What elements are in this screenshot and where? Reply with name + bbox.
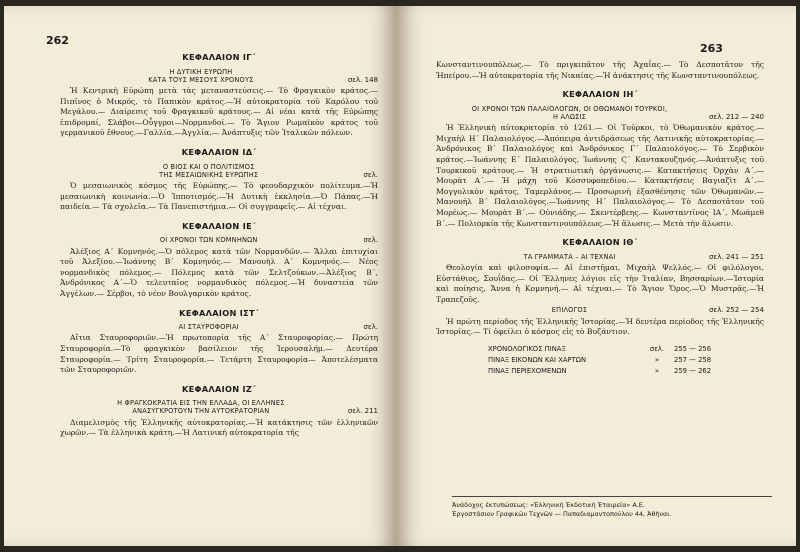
left-page-content — [60, 52, 378, 440]
chapter-subtitle — [60, 163, 378, 179]
chapter-heading: ΚΕΦΑΛΑΙΟΝ ΙΖ΄ — [181, 383, 257, 394]
chapter-title-line: ΑΙ ΣΤΑΥΡΟΦΟΡΙΑΙ — [178, 323, 239, 332]
chapter-heading: ΚΕΦΑΛΑΙΟΝ ΙΗ΄ — [562, 89, 638, 100]
right-page — [396, 6, 796, 546]
page-number: 263 — [700, 42, 723, 55]
chapter-title — [60, 399, 342, 415]
chapter-subtitle — [436, 105, 764, 121]
chapter-title-line: ΤΑ ΓΡΑΜΜΑΤΑ – ΑΙ ΤΕΧΝΑΙ — [523, 252, 616, 261]
chapter-title — [60, 323, 357, 331]
chapter-title-line: ΟΙ ΧΡΟΝΟΙ ΤΩΝ ΚΟΜΝΗΝΩΝ — [159, 236, 258, 245]
chapter-heading: ΚΕΦΑΛΑΙΟΝ ΙΔ΄ — [181, 146, 257, 157]
chapter-summary: Ἀλέξιος Α΄ Κομνηνός.—Ὁ πόλεμος κατὰ τῶν Νορμανδῶν.— Ἄλλαι ἐπιτυχίαι τοῦ Ἀλεξίου.—Ἰωάννης Β΄ Κομνηνός.— Μανουὴλ Α΄ Κομνηνός.— Νέος νορμανδικὸς πόλεμος.— Πόλεμος κατὰ τῶν Σελτζούκων.—Ἀλέξιος Β΄, Ἀνδρόνικος Α΄—Ὁ τελευταῖος νορμανδικὸς πόλεμος.—Ἡ δυναστεία τῶν Ἀγγέλων.— Σέρβοι, τὸ νέον Βουλγαρικὸν κράτος. — [60, 246, 378, 298]
chapter-summary: Ἡ πρώτη περίοδος τῆς Ἑλληνικῆς Ἱστορίας.—Ἡ δευτέρα περίοδος τῆς Ἑλληνικῆς Ἱστορίας.— Τί ὀφείλει ὁ κόσμος εἰς τὸ Βυζάντιον. — [436, 316, 764, 337]
chapter-pages: σελ. 211 — [347, 407, 378, 416]
chapter-summary: Θεολογία καὶ φιλοσοφία.— Αἱ ἐπιστῆμαι, Μιχαὴλ Ψελλός.— Οἱ φιλόλογοι, Εὐστάθιος, Σουΐδας.— Οἱ Ἕλληνες λόγιοι εἰς τὴν Ἰταλίαν, Βησσαρίων.—Ἱστορία καὶ ποίησις, Ἄννα ἡ Κομνηνή.— Αἱ τέχναι.— Τὸ Ἅγιον Ὄρος.—Ὁ Μυστρᾶς.—Ἡ Τραπεζοῦς. — [436, 262, 764, 304]
index-pages: 257 — 258 — [674, 355, 712, 364]
chapter-title — [60, 163, 357, 179]
index-name: ΧΡΟΝΟΛΟΓΙΚΟΣ ΠΙΝΑΞ — [488, 344, 566, 353]
chapter-heading: ΚΕΦΑΛΑΙΟΝ ΙΕ΄ — [182, 220, 256, 231]
index-name: ΠΙΝΑΞ ΕΙΚΟΝΩΝ ΚΑΙ ΧΑΡΤΩΝ — [488, 355, 587, 364]
chapter-title — [60, 236, 357, 244]
chapter-subtitle — [436, 253, 764, 261]
chapter-summary: Ἡ Ἑλληνικὴ αὐτοκρατορία τὸ 1261.— Οἱ Τοῦρκοι, τὸ Ὀθωμανικὸν κράτος.— Μιχαὴλ Η΄ Παλαιολόγος.—Ἀπόπειρα ἀντιδράσεως τῆς Λατινικῆς αὐτοκρατορίας.—Ἀνδρόνικος Β΄ Παλαιολόγος καὶ Ἀνδρόνικος Γ΄ Παλαιολόγος.— Τὸ Σερβικὸν κράτος.—Ἰωάννης Ε΄ Παλαιολόγος, Ἰωάννης Ϛ΄ Καντακουζηνός.—Ἀνάπτυξις τοῦ Τουρκικοῦ κράτους.— Ἡ στρατιωτικὴ ὀργάνωσις.— Κατακτήσεις Ὀρχὰν Α΄.— Μουρὰτ Α΄.— Ἡ μάχη τοῦ Κοσσυφοπεδίου.— Κατακτήσεις Βαγιαζὶτ Α΄.— Μογγολικὸν κράτος, Ταμερλάνος.— Προσωρινὴ ἐξασθένησις τῶν Ὀθωμανῶν.— Μανουὴλ Β΄ Παλαιολόγος.—Ἰωάννης Η΄ Παλαιολόγος.— Τὸ Δεσποτᾶτον τοῦ Μορέως.— Μουρὰτ Β΄.— Οὐνιάδης.— Σκεντέρβεης.— Κωνσταντῖνος ΙΑ΄, Μωάμεθ Β΄.— Πολιορκία τῆς Κωνσταντινουπόλεως.—Ἡ ἅλωσις.— Μετὰ τὴν ἅλωσιν. — [436, 123, 764, 228]
chapter-title-line: ΑΝΑΣΥΓΚΡΟΤΟΥΝ ΤΗΝ ΑΥΤΟΚΡΑΤΟΡΙΑΝ — [132, 407, 270, 416]
index-list-row — [488, 366, 718, 377]
chapter-summary: Ἡ Κεντρικὴ Εὐρώπη μετὰ τὰς μεταναστεύσεις.— Τὸ Φραγκικὸν κράτος.— Πιπῖνος ὁ Μικρός, τὸ Παπικὸν κράτος.—Ἡ αὐτοκρατορία τοῦ Καρόλου τοῦ Μεγάλου.— Διαίρεσις τοῦ Φραγκικοῦ κράτους.— Αἱ νέαι κατὰ τῆς Εὐρώπης ἐπιδρομαί, Σλάβοι—Οὖγγροι—Νορμανδοί.— Τὸ Ἅγιον Ρωμαϊκὸν κράτος τοῦ γερμανικοῦ ἔθνους.—Γαλλία.—Ἀγγλία.— Ἀνάπτυξις τῶν Ἰταλικῶν πόλεων. — [60, 86, 378, 138]
index-pages: 259 — 262 — [674, 366, 712, 375]
index-mark: » — [654, 355, 660, 364]
continued-paragraph: Κωνσταντινουπόλεως.— Τὸ πριγκιπᾶτον τῆς Ἀχαΐας.— Τὸ Δεσποτᾶτον τῆς Ἠπείρου.—Ἡ αὐτοκρατορία τῆς Νικαίας.—Ἡ ἀνάκτησις τῆς Κωνσταντινουπόλεως. — [436, 60, 764, 80]
chapter-subtitle — [60, 68, 378, 84]
index-mark: σελ. — [649, 344, 665, 353]
chapter-pages: σελ. — [363, 170, 378, 179]
footer-line: Ἀνάδοχος ἐκτυπώσεως: «Ἑλληνικὴ Ἐκδοτικὴ Ἑταιρεία» Α.Ε. — [452, 501, 645, 509]
chapter-title-line: ΕΠΙΛΟΓΟΣ — [551, 306, 588, 315]
index-list — [488, 344, 718, 377]
chapter-title — [436, 105, 703, 121]
chapter-subtitle — [60, 236, 378, 244]
chapter-title — [436, 306, 703, 314]
chapter-title-line: ΚΑΤΑ ΤΟΥΣ ΜΕΣΟΥΣ ΧΡΟΝΟΥΣ — [148, 75, 254, 84]
right-page-content — [436, 60, 764, 377]
chapter-heading: ΚΕΦΑΛΑΙΟΝ ΙΓ΄ — [182, 52, 256, 62]
chapter-title-line: Η ΦΡΑΓΚΟΚΡΑΤΙΑ ΕΙΣ ΤΗΝ ΕΛΛΑΔΑ, ΟΙ ΕΛΛΗΝΕΣ — [117, 399, 285, 408]
page-number: 262 — [46, 34, 69, 47]
chapter-title-line: Η ΔΥΤΙΚΗ ΕΥΡΩΠΗ — [169, 67, 233, 76]
index-pages: 255 — 256 — [674, 344, 712, 353]
chapter-title-line: ΤΗΣ ΜΕΣΑΙΩΝΙΚΗΣ ΕΥΡΩΠΗΣ — [159, 170, 259, 179]
printer-footer — [452, 496, 772, 519]
chapter-title-line: ΟΙ ΧΡΟΝΟΙ ΤΩΝ ΠΑΛΑΙΟΛΟΓΩΝ, ΟΙ ΟΘΩΜΑΝΟΙ ΤΟΥΡΚΟΙ, — [471, 104, 668, 113]
chapter-title — [436, 253, 703, 261]
chapter-subtitle — [436, 306, 764, 314]
chapter-title — [60, 68, 342, 84]
chapter-title-line: Ο ΒΙΟΣ ΚΑΙ Ο ΠΟΛΙΤΙΣΜΟΣ — [162, 162, 255, 171]
chapter-pages: σελ. 212 — 240 — [709, 112, 764, 121]
chapter-pages: σελ. 252 — 254 — [709, 306, 764, 315]
chapter-pages: σελ. 241 — 251 — [709, 252, 764, 261]
chapter-pages: σελ. — [363, 323, 378, 332]
chapter-subtitle — [60, 323, 378, 331]
index-list-row — [488, 355, 718, 366]
chapter-summary: Ὁ μεσαιωνικὸς κόσμος τῆς Εὐρώπης.— Τὸ φεουδαρχικὸν πολίτευμα.—Ἡ μεσαιωνικὴ κοινωνία.—Ὁ Ἱπποτισμός.—Ἡ Δυτικὴ ἐκκλησία.—Ὁ Πάπας.—Ἡ παιδεία.— Τὰ σχολεῖα.— Τὰ Πανεπιστήμια.— Οἱ συγγραφεῖς.— Αἱ τέχναι. — [60, 180, 378, 212]
chapter-summary: Διαμελισμὸς τῆς Ἑλληνικῆς αὐτοκρατορίας.—Ἡ κατάκτησις τῶν ἑλληνικῶν χωρῶν.— Τὰ ἑλληνικὰ κράτη.—Ἡ Λατινικὴ αὐτοκρατορία τῆς — [60, 417, 378, 438]
index-list-row — [488, 344, 718, 355]
left-page — [4, 6, 396, 546]
index-mark: » — [654, 366, 660, 375]
index-name: ΠΙΝΑΞ ΠΕΡΙΕΧΟΜΕΝΩΝ — [488, 366, 567, 375]
footer-line: Ἐργοστάσιον Γραφικῶν Τεχνῶν — Παπαδιαμαντοπούλου 44, Ἀθῆναι. — [452, 510, 672, 518]
chapter-heading: ΚΕΦΑΛΑΙΟΝ ΙΘ΄ — [562, 237, 638, 248]
chapter-heading: ΚΕΦΑΛΑΙΟΝ ΙΣΤ΄ — [179, 307, 259, 318]
chapter-subtitle — [60, 399, 378, 415]
chapter-summary: Αἴτια Σταυροφοριῶν.—Ἡ πρωτοπορία τῆς Α΄ Σταυροφορίας.— Πρώτη Σταυροφορία.—Τὸ φραγκικὸν βασίλειον τῆς Ἱερουσαλήμ.— Δευτέρα Σταυροφορία.— Τρίτη Σταυροφορία.— Τετάρτη Σταυροφορία— Ἀποτελέσματα τῶν Σταυροφοριῶν. — [60, 333, 378, 375]
chapter-title-line: Η ΑΛΩΣΙΣ — [553, 112, 586, 121]
chapter-pages: σελ. — [363, 236, 378, 245]
chapter-pages: σελ. 148 — [347, 75, 378, 84]
